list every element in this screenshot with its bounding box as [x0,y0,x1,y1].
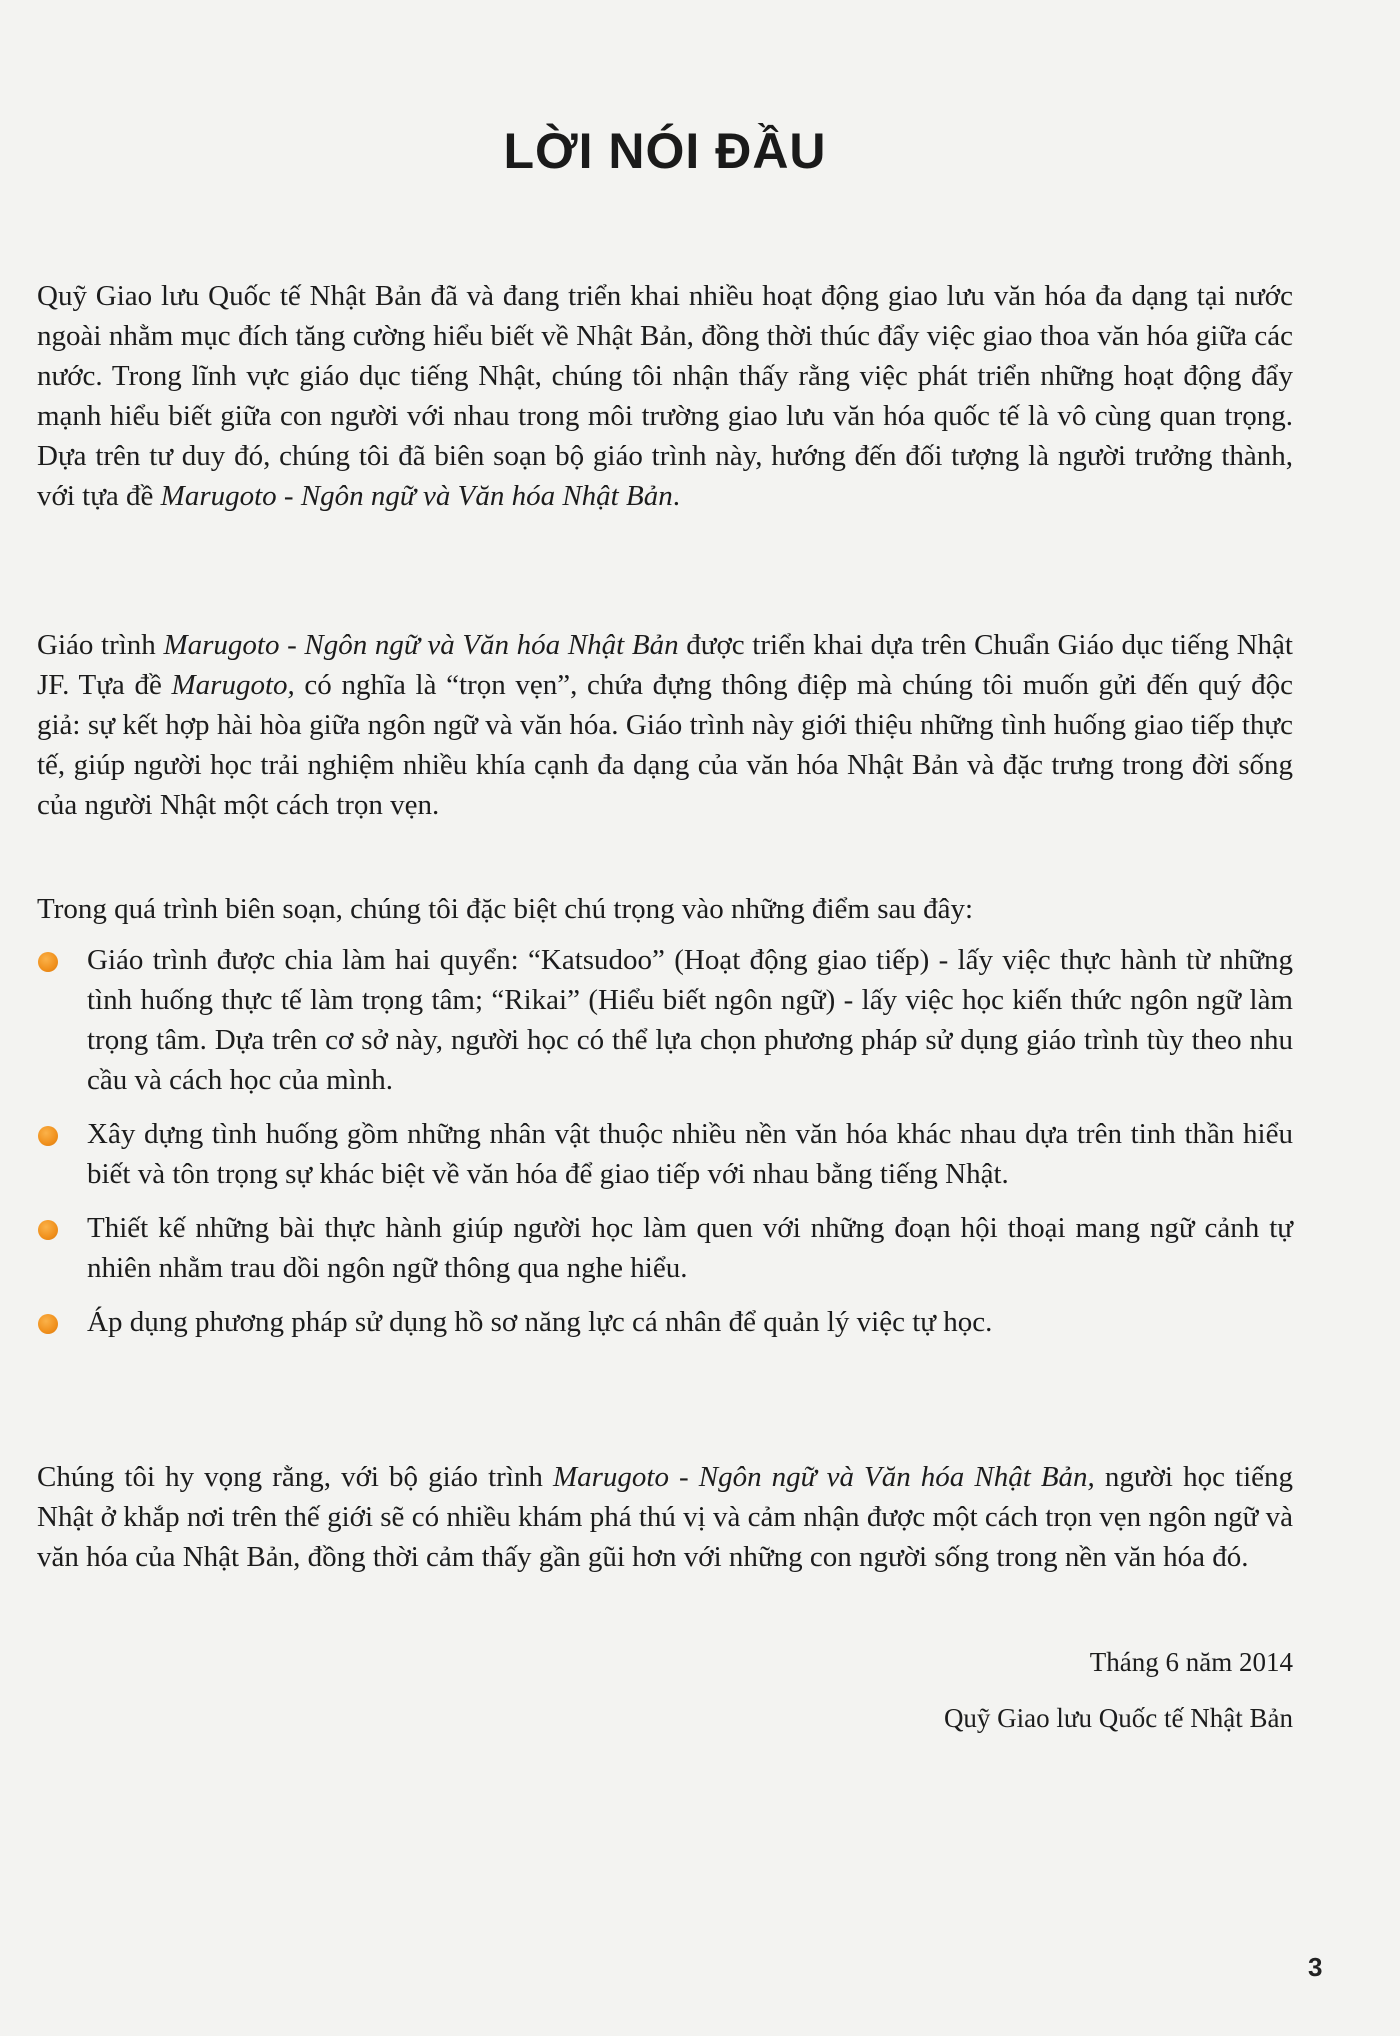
paragraph-focus-intro: Trong quá trình biên soạn, chúng tôi đặc biệt chú trọng vào những điểm sau đây: [37,893,974,925]
paragraph-closing [37,1457,1293,1577]
paragraph-curriculum-part2: được triển khai dựa trên Chuẩn Giáo dục tiếng Nhật JF. Tựa đề [37,629,1293,701]
signature-date: Tháng 6 năm 2014 [1089,1647,1293,1677]
paragraph-closing-part2: người học tiếng Nhật ở khắp nơi trên thế giới sẽ có nhiều khám phá thú vị và cảm nhận được một cách trọn vẹn ngôn ngữ và văn hóa của Nhật Bản, đồng thời cảm thấy gần gũi hơn với những con người sống trong nền văn hóa đó. [37,1461,1293,1573]
orange-bullet-icon [38,1220,58,1240]
paragraph-closing-part1: Chúng tôi hy vọng rằng, với bộ giáo trình [37,1461,553,1493]
orange-bullet-icon [38,1314,58,1334]
paragraph-curriculum [37,625,1293,825]
paragraph-intro-end: . [672,480,680,512]
signature-organization: Quỹ Giao lưu Quốc tế Nhật Bản [943,1703,1293,1733]
page-number: 3 [1308,1952,1323,1982]
list-item-text: Áp dụng phương pháp sử dụng hồ sơ năng lực cá nhân để quản lý việc tự học. [87,1306,993,1338]
orange-bullet-icon [38,952,58,972]
paragraph-curriculum-part1: Giáo trình [37,629,164,661]
list-item-text: Xây dựng tình huống gồm những nhân vật thuộc nhiều nền văn hóa khác nhau dựa trên tinh thần hiểu biết và tôn trọng sự khác biệt về văn hóa để giao tiếp với nhau bằng tiếng Nhật. [87,1118,1293,1190]
list-item [37,1208,1293,1288]
book-title-italic: Marugoto - Ngôn ngữ và Văn hóa Nhật Bản [160,480,673,512]
page-title: LỜI NÓI ĐẦU [503,123,827,179]
paragraph-intro [37,276,1293,516]
list-item-text: Giáo trình được chia làm hai quyển: “Katsudoo” (Hoạt động giao tiếp) - lấy việc thực hành từ những tình huống thực tế làm trọng tâm; “Rikai” (Hiểu biết ngôn ngữ) - lấy việc học kiến thức ngôn ngữ làm trọng tâm. Dựa trên cơ sở này, người học có thể lựa chọn phương pháp sử dụng giáo trình tùy theo nhu cầu và cách học của mình. [87,944,1293,1096]
paragraph-intro-text: Quỹ Giao lưu Quốc tế Nhật Bản đã và đang triển khai nhiều hoạt động giao lưu văn hóa đa dạng tại nước ngoài nhằm mục đích tăng cường hiểu biết về Nhật Bản, đồng thời thúc đẩy việc giao thoa văn hóa giữa các nước. Trong lĩnh vực giáo dục tiếng Nhật, chúng tôi nhận thấy rằng việc phát triển những hoạt động đẩy mạnh hiểu biết giữa con người với nhau trong môi trường giao lưu văn hóa quốc tế là vô cùng quan trọng. Dựa trên tư duy đó, chúng tôi đã biên soạn bộ giáo trình này, hướng đến đối tượng là người trưởng thành, với tựa đề [37,280,1293,512]
marugoto-italic: Marugoto, [171,669,295,701]
focus-points-list [37,940,1293,1356]
paragraph-curriculum-part3: có nghĩa là “trọn vẹn”, chứa đựng thông điệp mà chúng tôi muốn gửi đến quý độc giả: sự kết hợp hài hòa giữa ngôn ngữ và văn hóa. Giáo trình này giới thiệu những tình huống giao tiếp thực tế, giúp người học trải nghiệm nhiều khía cạnh đa dạng của văn hóa Nhật Bản và đặc trưng trong đời sống của người Nhật một cách trọn vẹn. [37,669,1294,821]
list-item [37,1302,1293,1342]
list-item [37,1114,1293,1194]
orange-bullet-icon [38,1126,58,1146]
document-page [37,0,1293,2036]
list-item-text: Thiết kế những bài thực hành giúp người học làm quen với những đoạn hội thoại mang ngữ cảnh tự nhiên nhằm trau dồi ngôn ngữ thông qua nghe hiểu. [87,1212,1293,1284]
book-title-italic: Marugoto - Ngôn ngữ và Văn hóa Nhật Bản [163,629,679,661]
book-title-italic: Marugoto - Ngôn ngữ và Văn hóa Nhật Bản, [552,1461,1095,1493]
list-item [37,940,1293,1100]
